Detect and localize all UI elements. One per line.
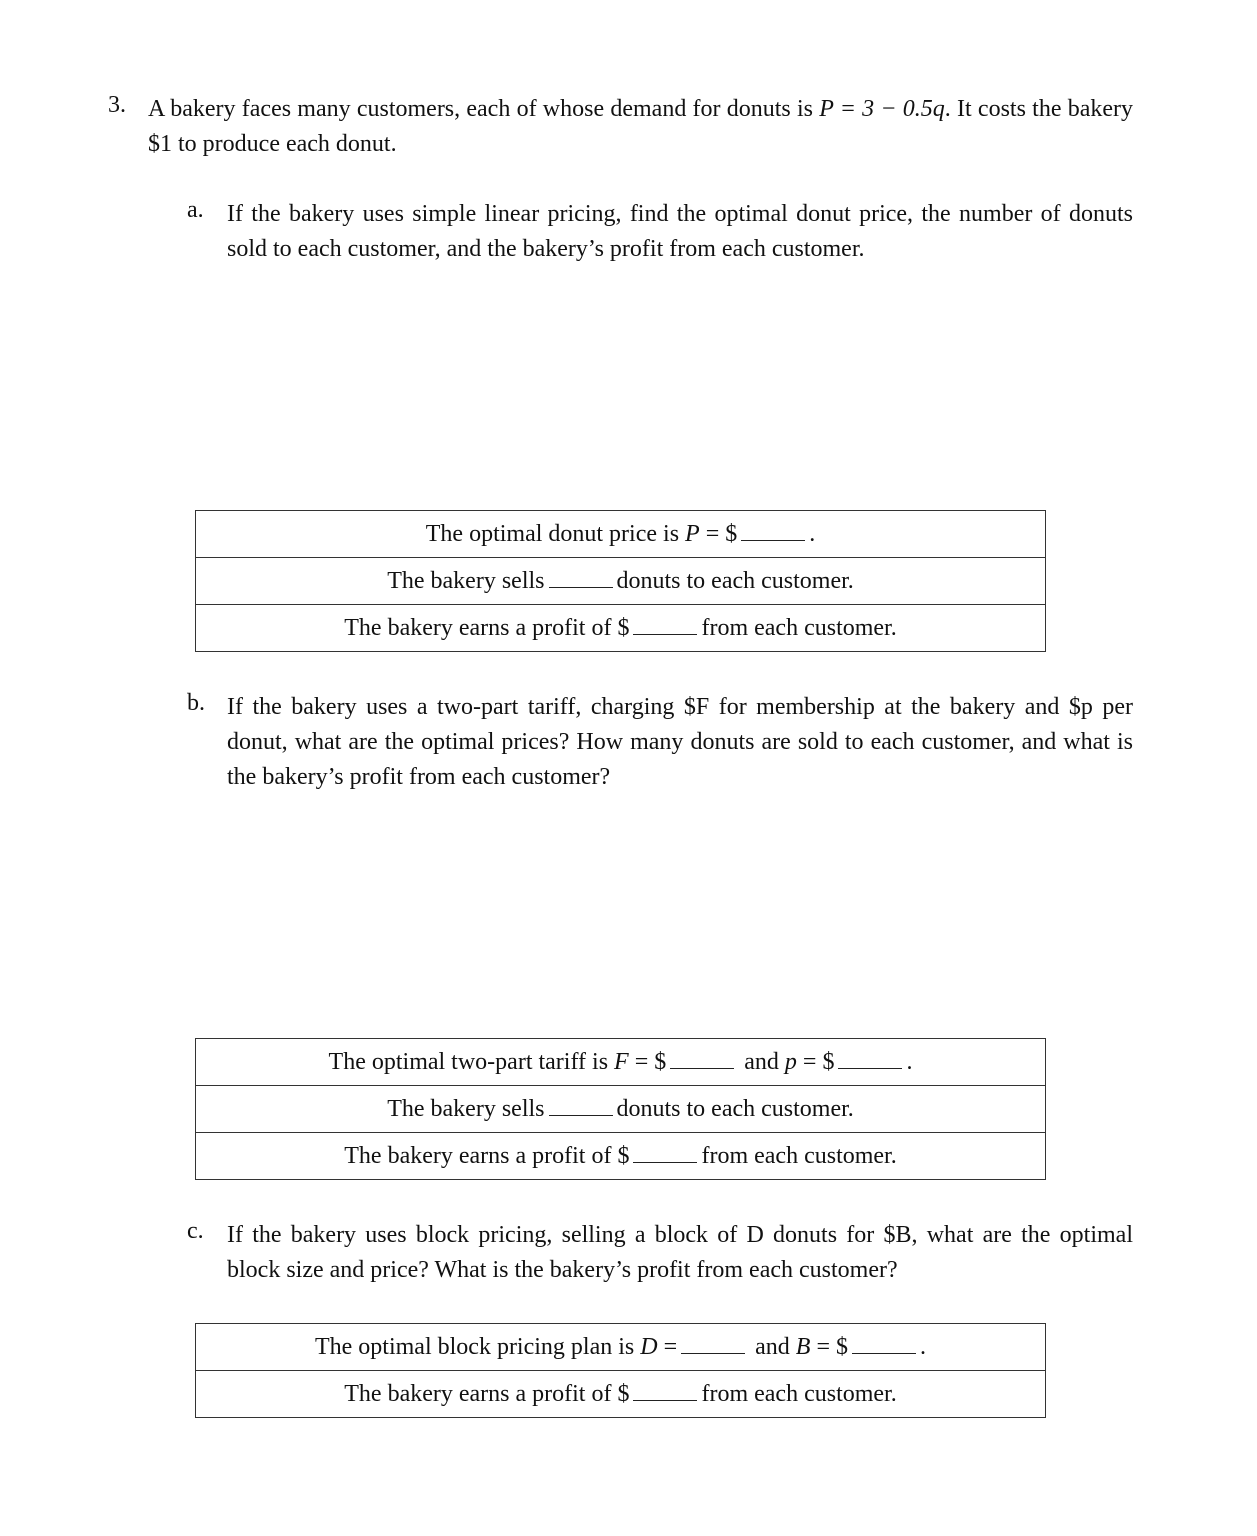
part-c-text: If the bakery uses block pricing, selling a block of D donuts for $B, what are the optimal block size and price? What is the bakery’s profit from each customer?	[227, 1222, 1133, 1283]
row-text: The bakery earns a profit of $	[344, 1142, 630, 1169]
part-a-row-price	[196, 511, 1046, 558]
quantity-blank[interactable]	[549, 1097, 613, 1116]
part-c-row-profit	[196, 1371, 1046, 1418]
row-text: from each customer.	[701, 1380, 897, 1407]
block-price-blank[interactable]	[852, 1335, 916, 1354]
row-text: from each customer.	[701, 1142, 897, 1169]
profit-blank[interactable]	[633, 1382, 697, 1401]
row-text: and	[755, 1333, 790, 1360]
part-b-text: If the bakery uses a two-part tariff, charging $F for membership at the bakery and $p per donut, what are the optimal prices? How many donuts are sold to each customer, and what is the bakery’s profit from each customer?	[227, 694, 1133, 790]
row-text: The optimal donut price is	[425, 520, 680, 547]
row-text: .	[809, 520, 816, 547]
math-var: P	[685, 520, 700, 547]
fee-blank[interactable]	[670, 1050, 734, 1069]
part-a-text: If the bakery uses simple linear pricing, find the optimal donut price, the number of donuts sold to each customer, and the bakery’s profit from each customer.	[227, 201, 1133, 262]
math-var: p	[784, 1048, 797, 1075]
part-c-label: c.	[187, 1218, 204, 1244]
question-text	[148, 92, 1133, 162]
row-text: donuts to each customer.	[616, 567, 854, 594]
question-intro-end: . It costs the bakery $1 to produce each donut.	[148, 96, 1133, 157]
row-text: donuts to each customer.	[616, 1095, 854, 1122]
quantity-blank[interactable]	[549, 569, 613, 588]
part-a-row-quantity	[196, 558, 1046, 605]
part-b-row-tariff	[196, 1039, 1046, 1086]
row-text: = $	[796, 1048, 835, 1075]
profit-blank[interactable]	[633, 1144, 697, 1163]
math-var: B	[795, 1333, 811, 1360]
part-b-row-profit	[196, 1133, 1046, 1180]
question-intro: A bakery faces many customers, each of whose demand for donuts is	[148, 96, 814, 122]
question-number: 3.	[108, 92, 126, 118]
math-var: D	[640, 1333, 658, 1360]
row-text: = $	[628, 1048, 667, 1075]
part-c-row-plan	[196, 1324, 1046, 1371]
per-unit-price-blank[interactable]	[838, 1050, 902, 1069]
part-b-answer-table	[195, 1038, 1046, 1180]
row-text: and	[744, 1048, 779, 1075]
row-text: .	[906, 1048, 913, 1075]
demand-equation: P = 3 − 0.5q	[819, 96, 945, 122]
price-blank[interactable]	[741, 522, 805, 541]
row-text: = $	[810, 1333, 849, 1360]
row-text: .	[920, 1333, 927, 1360]
block-size-blank[interactable]	[681, 1335, 745, 1354]
row-text: The bakery sells	[387, 1095, 545, 1122]
part-b-row-quantity	[196, 1086, 1046, 1133]
row-text: The optimal block pricing plan is	[314, 1333, 635, 1360]
math-var: F	[614, 1048, 629, 1075]
row-text: from each customer.	[701, 614, 897, 641]
row-text: The optimal two-part tariff is	[328, 1048, 609, 1075]
row-text: The bakery sells	[387, 567, 545, 594]
part-a-answer-table	[195, 510, 1046, 652]
row-text: = $	[699, 520, 738, 547]
part-a-row-profit	[196, 605, 1046, 652]
part-a-label: a.	[187, 197, 204, 223]
row-text: The bakery earns a profit of $	[344, 1380, 630, 1407]
row-text: The bakery earns a profit of $	[344, 614, 630, 641]
row-text: =	[657, 1333, 678, 1360]
part-c-answer-table	[195, 1323, 1046, 1418]
profit-blank[interactable]	[633, 616, 697, 635]
part-b-label: b.	[187, 690, 205, 716]
